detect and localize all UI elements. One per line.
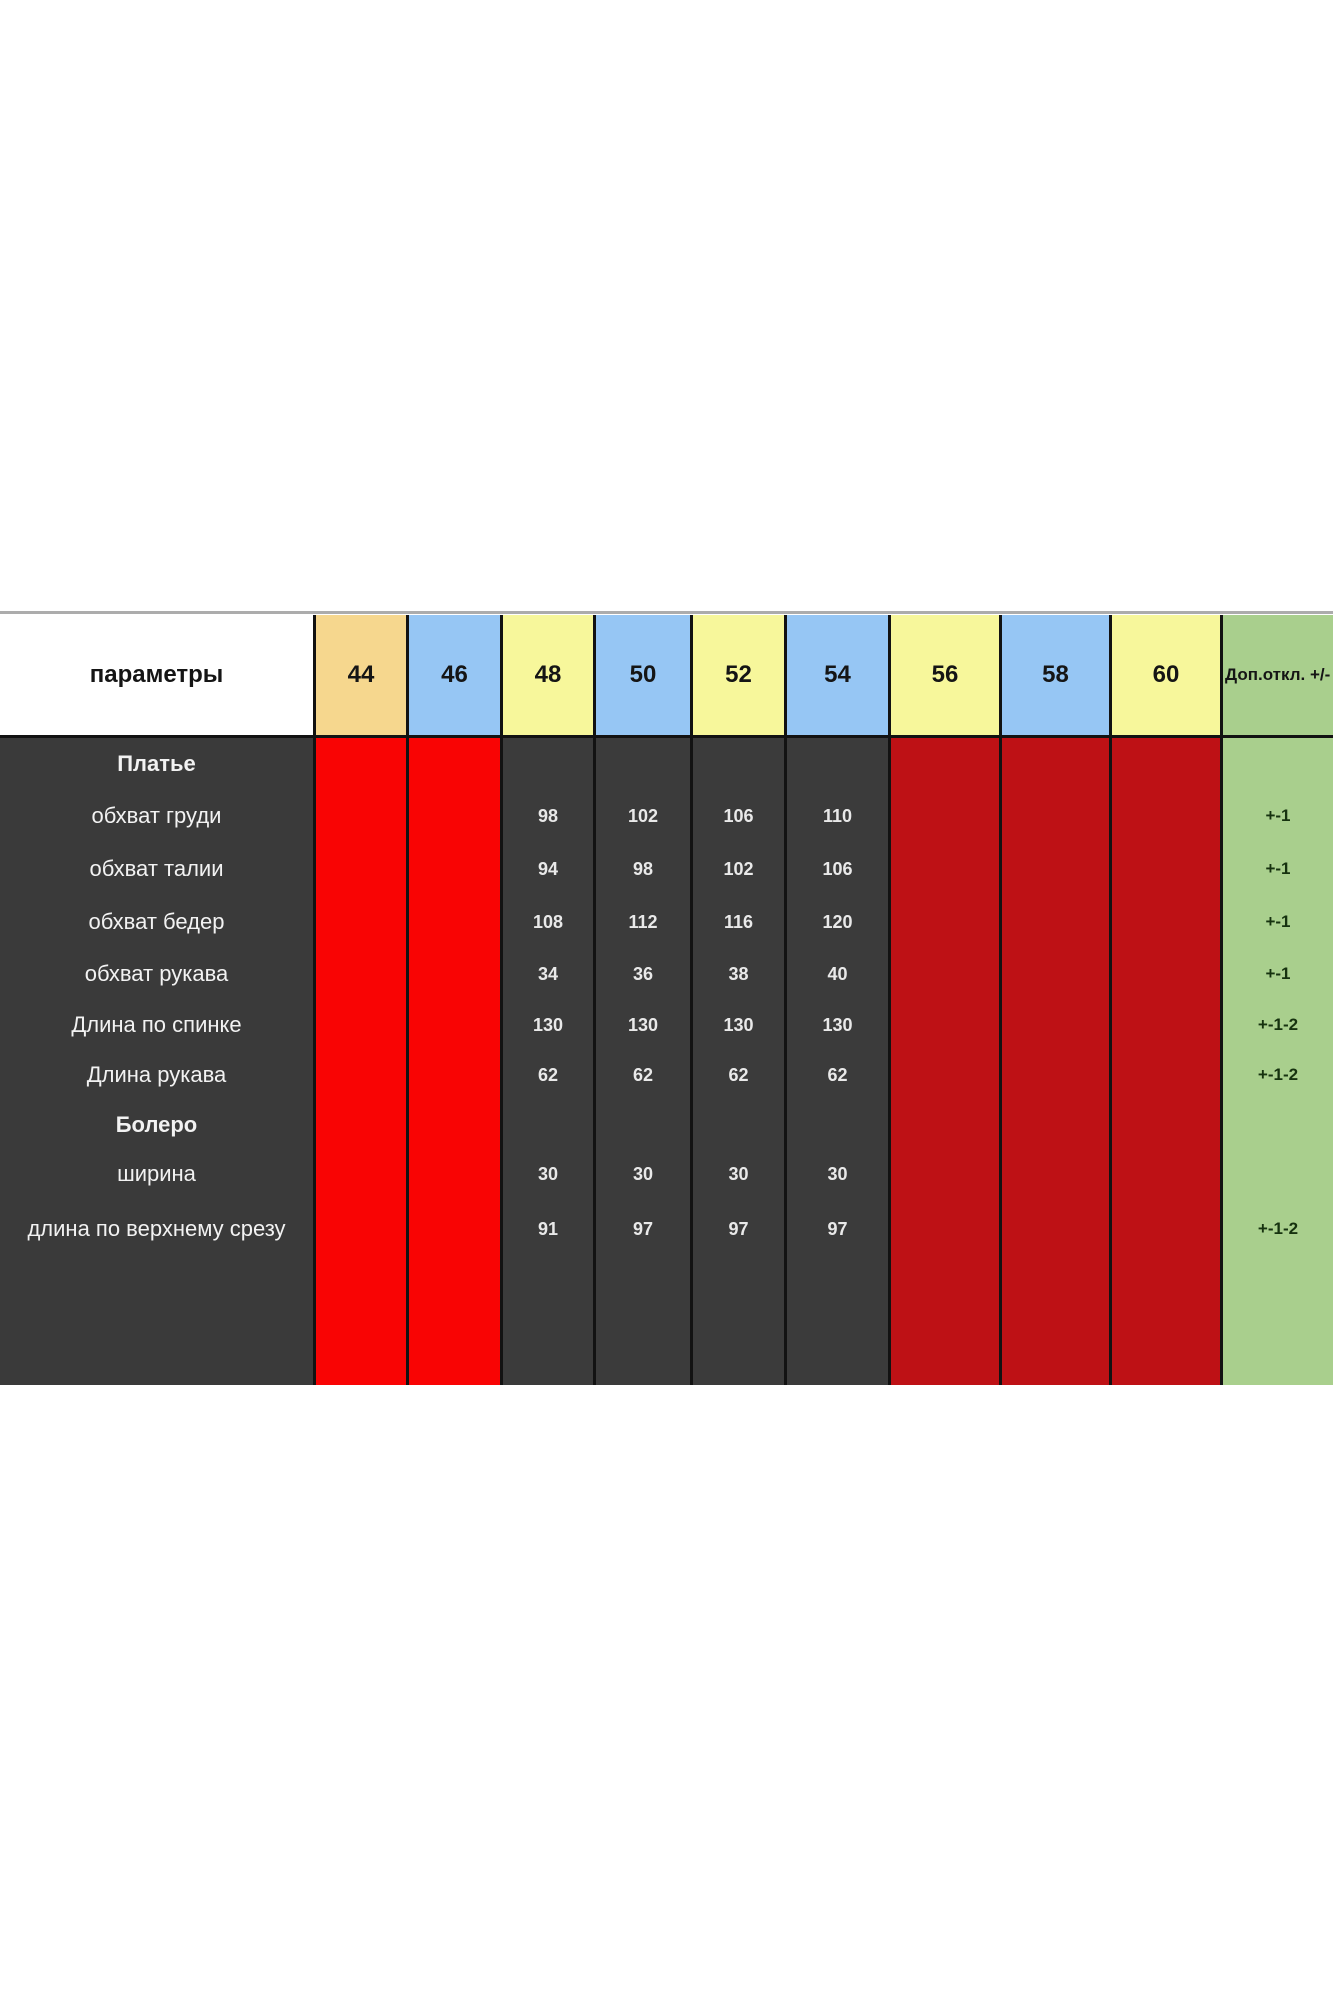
unavailable-cell: [999, 896, 1109, 948]
size-value-cell: 106: [784, 842, 888, 896]
unavailable-cell: [406, 1100, 500, 1150]
unavailable-cell: [1109, 1198, 1220, 1260]
unavailable-cell: [888, 1198, 999, 1260]
unavailable-cell: [888, 738, 999, 790]
unavailable-cell: [999, 1000, 1109, 1050]
deviation-cell: +-1: [1220, 790, 1333, 842]
unavailable-cell: [406, 1198, 500, 1260]
size-value-cell: [690, 1100, 784, 1150]
deviation-cell: +-1: [1220, 842, 1333, 896]
unavailable-cell: [1109, 1150, 1220, 1198]
deviation-cell: +-1-2: [1220, 1198, 1333, 1260]
unavailable-cell: [888, 790, 999, 842]
unavailable-cell: [406, 842, 500, 896]
unavailable-cell: [888, 1260, 999, 1385]
unavailable-cell: [999, 790, 1109, 842]
header-cell-size-50: 50: [593, 615, 690, 738]
unavailable-cell: [313, 1260, 406, 1385]
size-value-cell: 91: [500, 1198, 593, 1260]
size-value-cell: 62: [500, 1050, 593, 1100]
unavailable-cell: [888, 1150, 999, 1198]
size-chart-table: [0, 615, 1333, 1385]
size-value-cell: [500, 738, 593, 790]
header-row: [0, 615, 1333, 738]
unavailable-cell: [406, 896, 500, 948]
unavailable-cell: [406, 948, 500, 1000]
unavailable-cell: [999, 1150, 1109, 1198]
unavailable-cell: [1109, 738, 1220, 790]
table-row: [0, 1100, 1333, 1150]
size-value-cell: [500, 1100, 593, 1150]
header-cell-size-60: 60: [1109, 615, 1220, 738]
unavailable-cell: [999, 1100, 1109, 1150]
size-value-cell: 102: [593, 790, 690, 842]
header-cell-size-56: 56: [888, 615, 999, 738]
unavailable-cell: [313, 948, 406, 1000]
size-value-cell: 110: [784, 790, 888, 842]
row-label: длина по верхнему срезу: [0, 1198, 313, 1260]
unavailable-cell: [999, 948, 1109, 1000]
unavailable-cell: [313, 896, 406, 948]
size-value-cell: [784, 1260, 888, 1385]
unavailable-cell: [406, 738, 500, 790]
size-value-cell: [690, 1260, 784, 1385]
size-value-cell: 102: [690, 842, 784, 896]
table-row: [0, 948, 1333, 1000]
deviation-cell: [1220, 1100, 1333, 1150]
unavailable-cell: [999, 738, 1109, 790]
unavailable-cell: [1109, 842, 1220, 896]
row-label: Длина рукава: [0, 1050, 313, 1100]
table-row: [0, 790, 1333, 842]
deviation-cell: +-1-2: [1220, 1050, 1333, 1100]
size-value-cell: 62: [593, 1050, 690, 1100]
unavailable-cell: [999, 1260, 1109, 1385]
size-value-cell: 97: [784, 1198, 888, 1260]
unavailable-cell: [1109, 1000, 1220, 1050]
size-value-cell: [690, 738, 784, 790]
row-label: [0, 1260, 313, 1385]
row-label: обхват бедер: [0, 896, 313, 948]
size-value-cell: 97: [690, 1198, 784, 1260]
size-value-cell: 30: [784, 1150, 888, 1198]
size-value-cell: 130: [593, 1000, 690, 1050]
deviation-cell: [1220, 1260, 1333, 1385]
unavailable-cell: [313, 790, 406, 842]
header-cell-size-48: 48: [500, 615, 593, 738]
row-label: обхват талии: [0, 842, 313, 896]
unavailable-cell: [406, 1260, 500, 1385]
unavailable-cell: [1109, 896, 1220, 948]
table-row: [0, 842, 1333, 896]
unavailable-cell: [406, 1050, 500, 1100]
header-cell-size-58: 58: [999, 615, 1109, 738]
size-value-cell: 97: [593, 1198, 690, 1260]
table-row: [0, 896, 1333, 948]
table-top-rule: [0, 611, 1333, 614]
unavailable-cell: [406, 790, 500, 842]
deviation-cell: +-1-2: [1220, 1000, 1333, 1050]
unavailable-cell: [1109, 948, 1220, 1000]
size-value-cell: 130: [784, 1000, 888, 1050]
row-label: Длина по спинке: [0, 1000, 313, 1050]
size-value-cell: [784, 738, 888, 790]
unavailable-cell: [313, 1000, 406, 1050]
unavailable-cell: [313, 1150, 406, 1198]
size-value-cell: 40: [784, 948, 888, 1000]
unavailable-cell: [406, 1150, 500, 1198]
unavailable-cell: [313, 1100, 406, 1150]
size-value-cell: 38: [690, 948, 784, 1000]
row-label: ширина: [0, 1150, 313, 1198]
unavailable-cell: [888, 1000, 999, 1050]
row-label: обхват рукава: [0, 948, 313, 1000]
section-label: Платье: [0, 738, 313, 790]
unavailable-cell: [999, 1050, 1109, 1100]
size-value-cell: 108: [500, 896, 593, 948]
unavailable-cell: [313, 738, 406, 790]
header-cell-deviation: Доп.откл. +/-: [1220, 615, 1333, 738]
size-value-cell: [593, 1260, 690, 1385]
size-value-cell: 94: [500, 842, 593, 896]
header-cell-size-52: 52: [690, 615, 784, 738]
unavailable-cell: [888, 842, 999, 896]
size-value-cell: [593, 738, 690, 790]
unavailable-cell: [888, 1050, 999, 1100]
header-cell-size-54: 54: [784, 615, 888, 738]
size-value-cell: 34: [500, 948, 593, 1000]
deviation-cell: +-1: [1220, 896, 1333, 948]
deviation-cell: +-1: [1220, 948, 1333, 1000]
unavailable-cell: [888, 948, 999, 1000]
size-value-cell: 62: [784, 1050, 888, 1100]
table-row: [0, 738, 1333, 790]
unavailable-cell: [888, 896, 999, 948]
table-row: [0, 1000, 1333, 1050]
unavailable-cell: [888, 1100, 999, 1150]
deviation-cell: [1220, 738, 1333, 790]
row-label: обхват груди: [0, 790, 313, 842]
header-cell-params: параметры: [0, 615, 313, 738]
unavailable-cell: [1109, 1260, 1220, 1385]
deviation-cell: [1220, 1150, 1333, 1198]
size-value-cell: 112: [593, 896, 690, 948]
header-cell-size-46: 46: [406, 615, 500, 738]
unavailable-cell: [1109, 1100, 1220, 1150]
size-value-cell: 62: [690, 1050, 784, 1100]
unavailable-cell: [1109, 790, 1220, 842]
unavailable-cell: [313, 842, 406, 896]
size-value-cell: [500, 1260, 593, 1385]
unavailable-cell: [313, 1050, 406, 1100]
size-value-cell: 98: [500, 790, 593, 842]
unavailable-cell: [313, 1198, 406, 1260]
size-value-cell: 106: [690, 790, 784, 842]
size-value-cell: [593, 1100, 690, 1150]
section-label: Болеро: [0, 1100, 313, 1150]
size-value-cell: 130: [690, 1000, 784, 1050]
size-value-cell: 120: [784, 896, 888, 948]
unavailable-cell: [406, 1000, 500, 1050]
table-row: [0, 1050, 1333, 1100]
size-value-cell: [784, 1100, 888, 1150]
size-value-cell: 30: [593, 1150, 690, 1198]
table-row: [0, 1198, 1333, 1260]
unavailable-cell: [999, 842, 1109, 896]
size-value-cell: 36: [593, 948, 690, 1000]
header-cell-size-44: 44: [313, 615, 406, 738]
size-value-cell: 30: [500, 1150, 593, 1198]
empty-row: [0, 1260, 1333, 1385]
size-value-cell: 30: [690, 1150, 784, 1198]
unavailable-cell: [1109, 1050, 1220, 1100]
size-value-cell: 98: [593, 842, 690, 896]
unavailable-cell: [999, 1198, 1109, 1260]
size-value-cell: 130: [500, 1000, 593, 1050]
table-row: [0, 1150, 1333, 1198]
size-value-cell: 116: [690, 896, 784, 948]
